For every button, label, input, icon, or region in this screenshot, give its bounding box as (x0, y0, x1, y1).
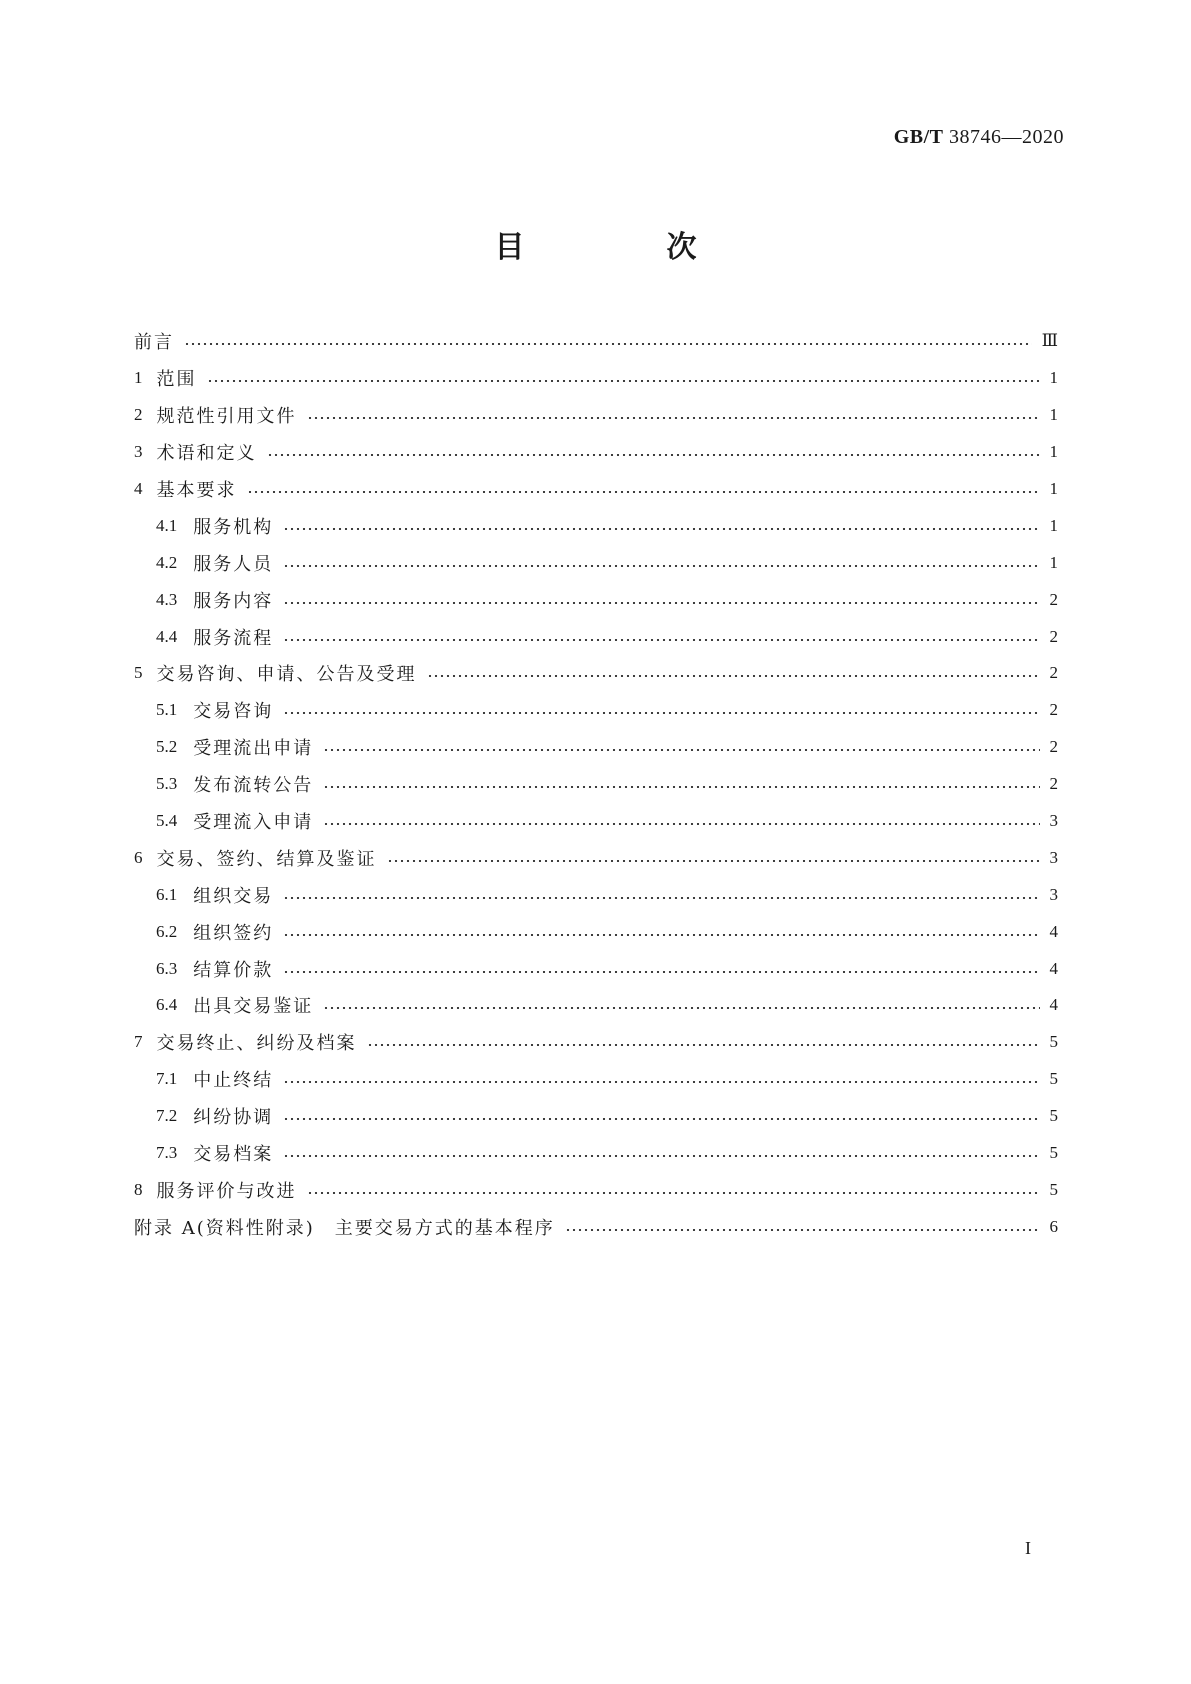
toc-entry-page: 1 (1049, 368, 1058, 388)
toc-leader-dots (387, 860, 1040, 862)
page-title: 目 次 (494, 230, 753, 265)
toc-entry-number: 5.2 (156, 737, 178, 757)
toc-leader-dots (283, 639, 1039, 641)
toc-entry-number: 7 (134, 1032, 143, 1052)
toc-entry-page: 5 (1049, 1179, 1058, 1199)
toc-entry-number: 5.4 (156, 811, 178, 831)
toc-entry-page: 2 (1049, 700, 1058, 720)
toc-leader-dots (283, 897, 1039, 899)
toc-entry[interactable] (134, 323, 1058, 360)
toc-entry-page: 1 (1049, 552, 1058, 572)
toc-entry[interactable] (134, 692, 1058, 729)
table-of-contents (134, 323, 1058, 1245)
toc-entry[interactable] (134, 1135, 1058, 1172)
toc-entry-page: 3 (1049, 847, 1058, 867)
toc-entry-label: 服务内容 (193, 590, 274, 612)
toc-entry-page: 2 (1049, 626, 1058, 646)
toc-entry-label: 服务机构 (193, 516, 274, 538)
toc-leader-dots (323, 749, 1039, 751)
toc-entry-number: 4.4 (156, 626, 178, 646)
toc-entry[interactable] (134, 987, 1058, 1024)
toc-entry[interactable] (134, 1061, 1058, 1098)
toc-leader-dots (184, 343, 1032, 345)
toc-entry-number: 4.3 (156, 589, 178, 609)
toc-entry-number: 7.3 (156, 1143, 178, 1163)
toc-entry-page: 4 (1049, 921, 1058, 941)
toc-entry-number: 6 (134, 847, 143, 867)
toc-entry-number: 4 (134, 479, 143, 498)
toc-entry-number: 7.2 (156, 1106, 178, 1126)
toc-leader-dots (565, 1229, 1040, 1231)
toc-entry[interactable] (134, 397, 1058, 434)
toc-leader-dots (367, 1044, 1040, 1046)
toc-leader-dots (307, 417, 1040, 419)
toc-leader-dots (247, 491, 1040, 493)
toc-leader-dots (323, 1007, 1039, 1009)
toc-leader-dots (283, 1155, 1039, 1157)
toc-leader-dots (283, 712, 1039, 714)
toc-entry-number: 4.2 (156, 552, 178, 572)
toc-entry[interactable] (134, 1098, 1058, 1135)
toc-entry-label: 服务流程 (193, 627, 274, 649)
toc-entry[interactable] (134, 1171, 1058, 1208)
toc-leader-dots (207, 380, 1040, 382)
toc-entry-label: 组织签约 (193, 922, 274, 944)
toc-entry-number: 5.1 (156, 700, 178, 720)
toc-leader-dots (283, 1118, 1039, 1120)
toc-leader-dots (267, 454, 1040, 456)
toc-leader-dots (283, 565, 1039, 567)
toc-entry[interactable] (134, 618, 1058, 655)
toc-entry-number: 2 (134, 405, 143, 425)
toc-entry-label: 范围 (156, 369, 197, 391)
toc-entry[interactable] (134, 544, 1058, 581)
toc-entry[interactable] (134, 950, 1058, 987)
toc-entry-label: 服务评价与改进 (156, 1180, 297, 1202)
toc-entry-page: 2 (1049, 663, 1058, 683)
toc-entry-label: 中止终结 (193, 1070, 274, 1092)
toc-leader-dots (283, 934, 1039, 936)
toc-entry-label: 受理流入申请 (193, 812, 314, 834)
toc-entry-label: 基本要求 (156, 480, 237, 501)
toc-entry-label: 附录 A(资料性附录) 主要交易方式的基本程序 (134, 1217, 555, 1239)
toc-entry-number: 6.4 (156, 995, 178, 1015)
toc-entry-label: 交易档案 (193, 1144, 274, 1166)
toc-entry-label: 前言 (134, 332, 174, 354)
toc-entry-number: 8 (134, 1179, 143, 1199)
toc-entry-label: 受理流出申请 (193, 738, 314, 760)
toc-entry-page: 1 (1049, 405, 1058, 425)
toc-entry-label: 交易咨询 (193, 701, 274, 723)
toc-entry-number: 6.1 (156, 884, 178, 904)
toc-entry-label: 交易、签约、结算及鉴证 (156, 848, 377, 870)
toc-entry-page: 1 (1049, 442, 1058, 462)
toc-entry-label: 纠纷协调 (193, 1107, 274, 1129)
page-number: I (1025, 1538, 1031, 1558)
toc-entry[interactable] (134, 434, 1058, 471)
toc-entry[interactable] (134, 1024, 1058, 1061)
toc-entry-number: 5 (134, 663, 143, 683)
toc-entry-label: 出具交易鉴证 (193, 996, 314, 1018)
toc-entry-label: 术语和定义 (156, 443, 257, 465)
standard-code (894, 126, 1064, 149)
toc-leader-dots (427, 675, 1040, 677)
toc-leader-dots (283, 602, 1039, 604)
toc-leader-dots (323, 823, 1039, 825)
toc-leader-dots (283, 528, 1039, 530)
standard-number: 38746—2020 (949, 126, 1064, 148)
toc-entry-label: 发布流转公告 (193, 775, 314, 797)
toc-entry[interactable] (134, 1208, 1058, 1245)
standard-prefix: GB/T (893, 126, 944, 148)
toc-entry-page: 3 (1049, 811, 1058, 831)
toc-entry-page: Ⅲ (1041, 331, 1058, 351)
toc-entry-number: 3 (134, 442, 143, 462)
toc-entry[interactable] (134, 507, 1058, 544)
toc-entry-page: 4 (1049, 995, 1058, 1015)
toc-entry-label: 交易终止、纠纷及档案 (156, 1033, 357, 1055)
toc-entry-page: 3 (1049, 884, 1058, 904)
toc-entry[interactable] (134, 360, 1058, 397)
toc-entry-label: 服务人员 (193, 553, 274, 575)
toc-entry-label: 规范性引用文件 (156, 406, 297, 428)
toc-entry-page: 1 (1049, 515, 1058, 535)
toc-entry-page: 6 (1049, 1216, 1058, 1236)
toc-entry[interactable] (134, 471, 1058, 508)
toc-leader-dots (283, 971, 1039, 973)
toc-entry-page: 4 (1049, 958, 1058, 978)
toc-entry-page: 5 (1049, 1032, 1058, 1052)
toc-entry-page: 2 (1049, 589, 1058, 609)
toc-entry-number: 1 (134, 368, 143, 388)
toc-entry-page: 5 (1049, 1069, 1058, 1089)
toc-entry[interactable] (134, 766, 1058, 803)
toc-entry-number: 4.1 (156, 515, 178, 535)
toc-entry-number: 5.3 (156, 774, 178, 794)
toc-entry-page: 5 (1049, 1106, 1058, 1126)
toc-entry[interactable] (134, 655, 1058, 692)
toc-leader-dots (323, 786, 1039, 788)
toc-entry-page: 5 (1049, 1143, 1058, 1163)
toc-entry[interactable] (134, 581, 1058, 618)
toc-entry-label: 结算价款 (193, 959, 274, 981)
toc-leader-dots (283, 1081, 1039, 1083)
toc-entry-number: 6.3 (156, 958, 178, 978)
toc-leader-dots (307, 1192, 1040, 1194)
toc-entry[interactable] (134, 913, 1058, 950)
toc-entry-number: 6.2 (156, 921, 178, 941)
toc-entry-page: 2 (1049, 737, 1058, 757)
toc-entry[interactable] (134, 839, 1058, 876)
toc-entry-label: 交易咨询、申请、公告及受理 (156, 664, 417, 686)
toc-entry-number: 7.1 (156, 1069, 178, 1089)
toc-entry-page: 2 (1049, 774, 1058, 794)
toc-entry[interactable] (134, 803, 1058, 840)
toc-entry-label: 组织交易 (193, 885, 274, 907)
toc-entry[interactable] (134, 876, 1058, 913)
toc-entry-page: 1 (1049, 479, 1058, 498)
toc-entry[interactable] (134, 729, 1058, 766)
